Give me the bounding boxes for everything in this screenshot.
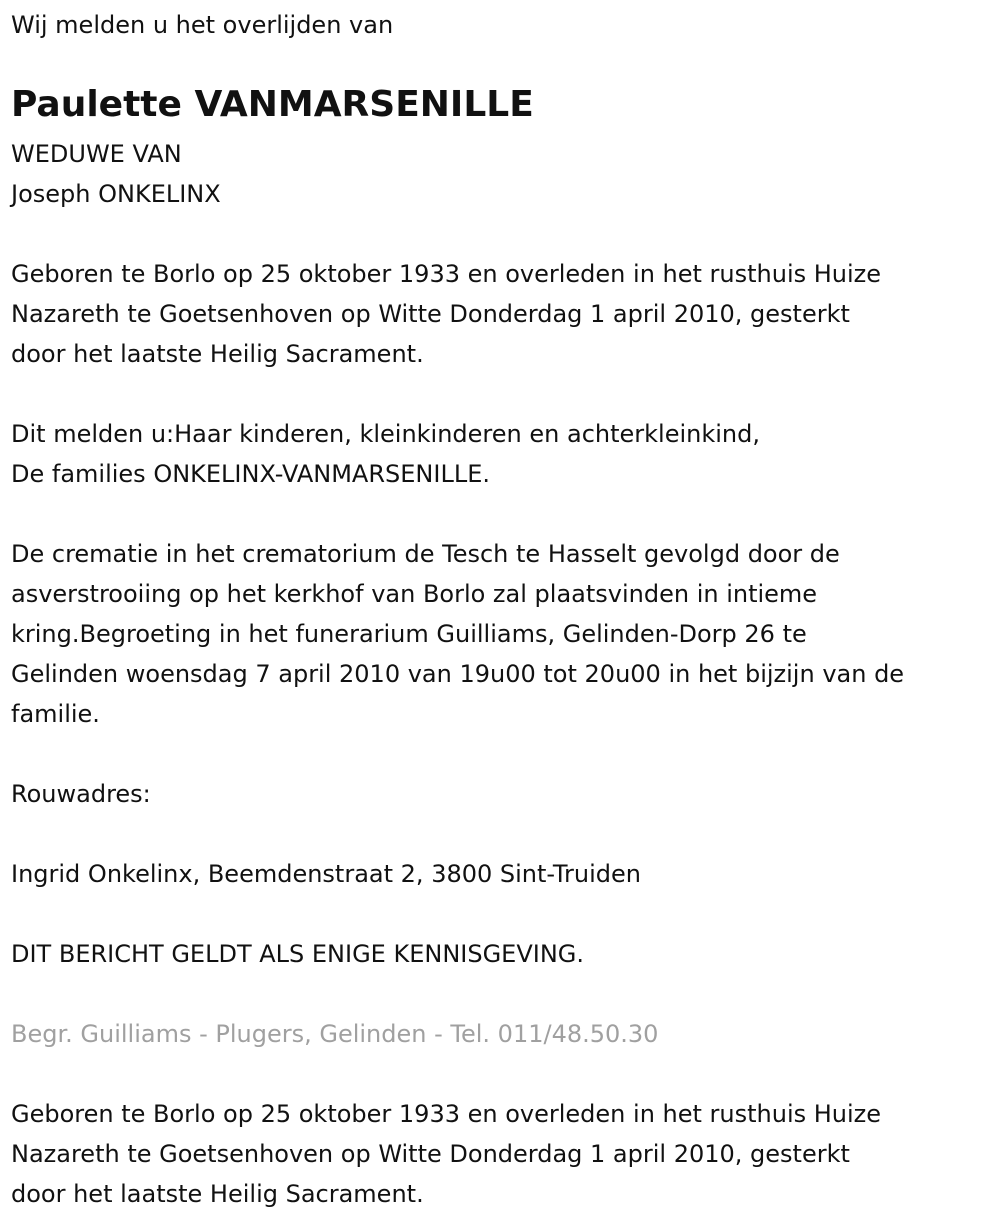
intro-text: Wij melden u het overlijden van (11, 11, 394, 39)
undertaker-info: Begr. Guilliams - Plugers, Gelinden - Tel. 011/48.50.30 (11, 1020, 659, 1048)
paragraph-line: De crematie in het crematorium de Tesch te Hasselt gevolgd door de (11, 540, 840, 568)
paragraph-line: Nazareth te Goetsenhoven op Witte Donderdag 1 april 2010, gesterkt (11, 1140, 850, 1168)
paragraph-line: Geboren te Borlo op 25 oktober 1933 en overleden in het rusthuis Huize (11, 1100, 882, 1128)
widow-label: WEDUWE VAN (11, 140, 182, 168)
paragraph-line: Dit melden u:Haar kinderen, kleinkinderen en achterkleinkind, (11, 420, 760, 448)
paragraph-line: De families ONKELINX-VANMARSENILLE. (11, 460, 490, 488)
ceremony-paragraph (11, 534, 986, 734)
paragraph-line: Geboren te Borlo op 25 oktober 1933 en overleden in het rusthuis Huize (11, 260, 882, 288)
paragraph-line: door het laatste Heilig Sacrament. (11, 1180, 424, 1208)
paragraph-line: familie. (11, 700, 100, 728)
spouse-name: Joseph ONKELINX (11, 180, 221, 208)
paragraph-line: Gelinden woensdag 7 april 2010 van 19u00 tot 20u00 in het bijzijn van de (11, 660, 905, 688)
family-paragraph (11, 414, 986, 494)
deceased-name: Paulette VANMARSENILLE (11, 84, 534, 125)
mourning-address: Ingrid Onkelinx, Beemdenstraat 2, 3800 Sint-Truiden (11, 860, 641, 888)
address-label: Rouwadres: (11, 780, 151, 808)
repeat-birth-death-paragraph (11, 1094, 986, 1214)
paragraph-line: kring.Begroeting in het funerarium Guilliams, Gelinden-Dorp 26 te (11, 620, 807, 648)
notice-statement: DIT BERICHT GELDT ALS ENIGE KENNISGEVING. (11, 940, 585, 968)
birth-death-paragraph (11, 254, 986, 374)
paragraph-line: asverstrooiing op het kerkhof van Borlo zal plaatsvinden in intieme (11, 580, 818, 608)
paragraph-line: door het laatste Heilig Sacrament. (11, 340, 424, 368)
paragraph-line: Nazareth te Goetsenhoven op Witte Donderdag 1 april 2010, gesterkt (11, 300, 850, 328)
